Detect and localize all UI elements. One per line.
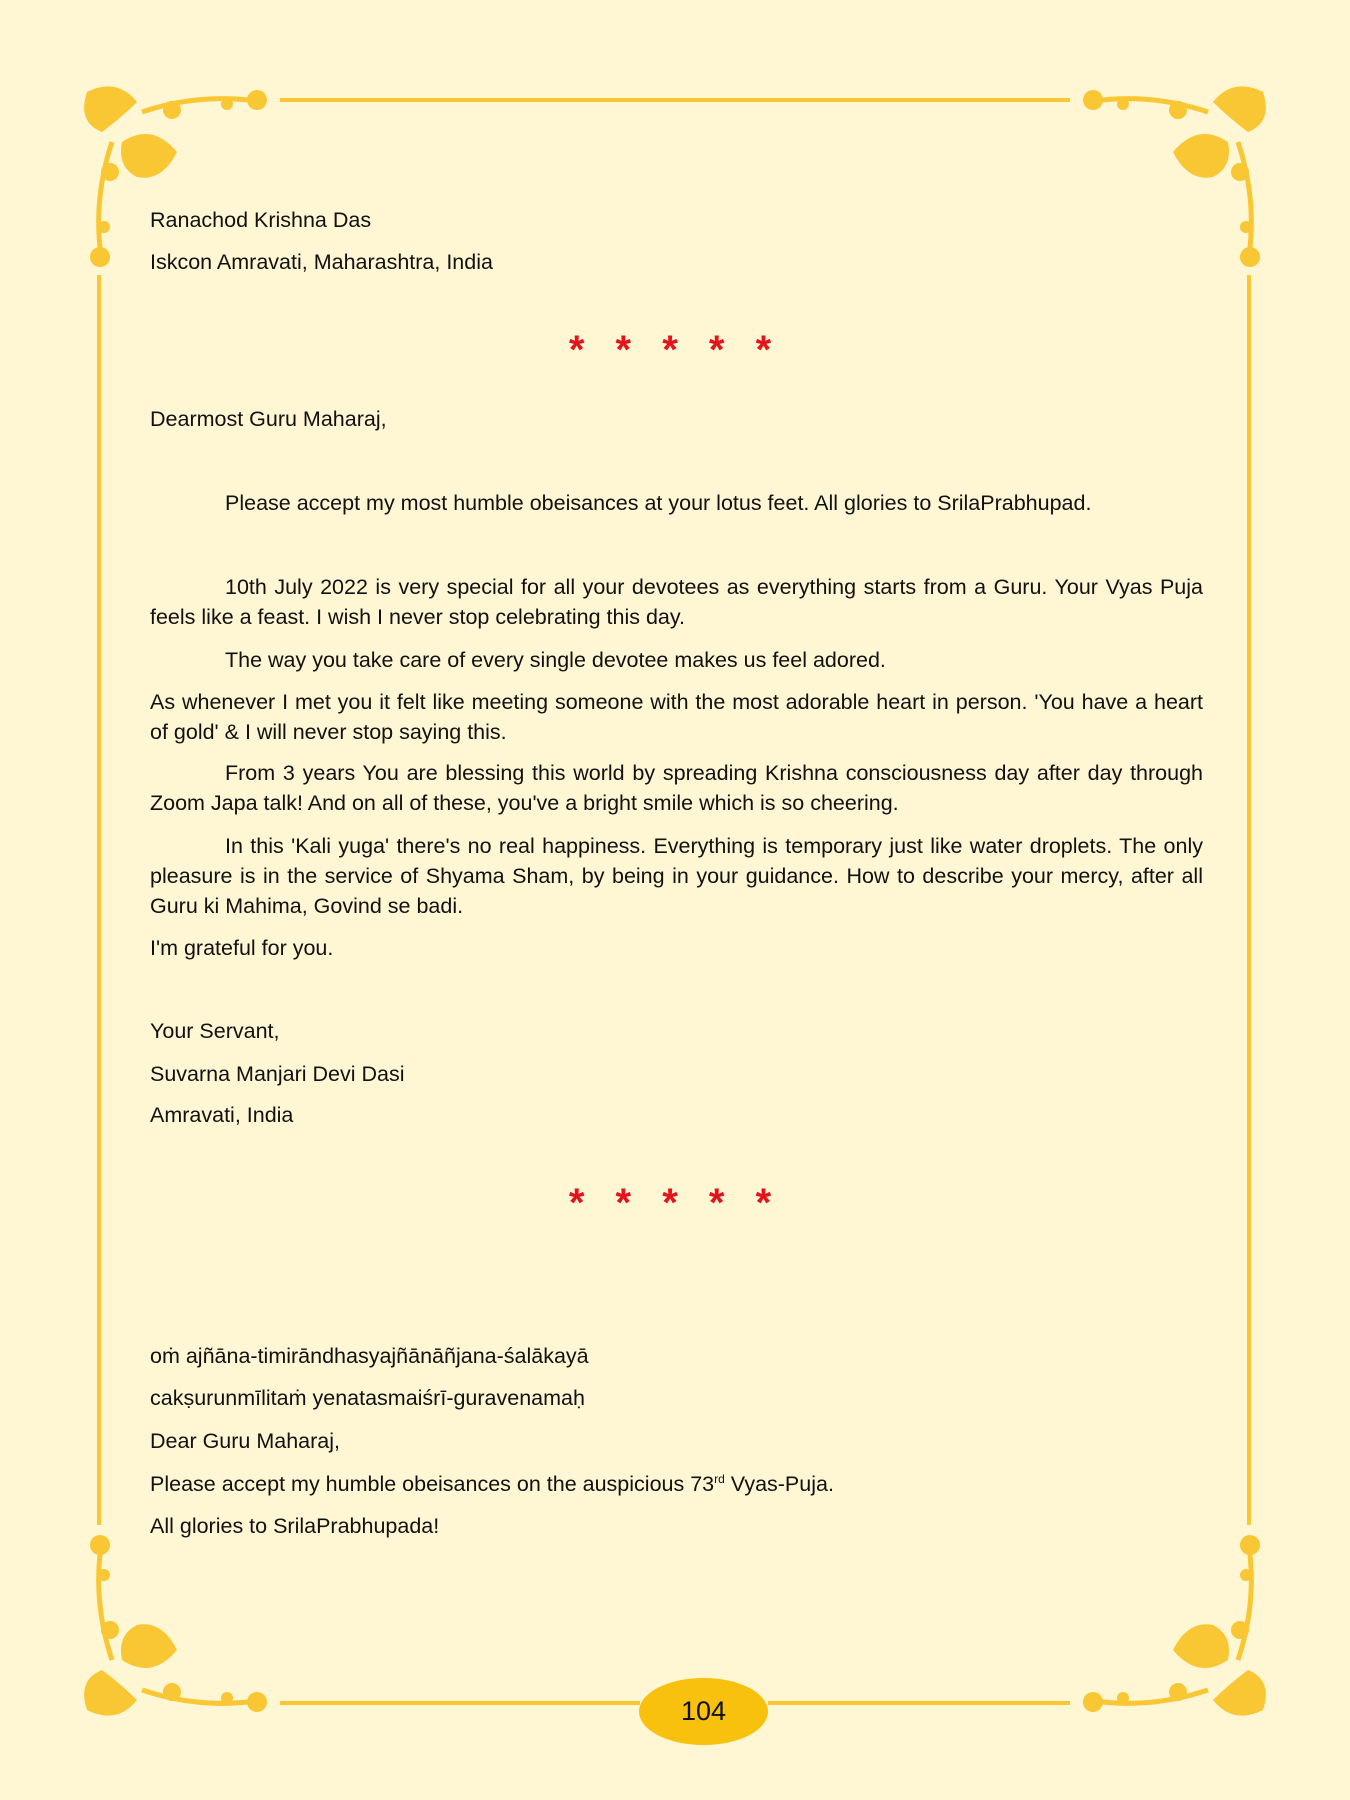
author-location: Iskcon Amravati, Maharashtra, India — [150, 250, 493, 274]
border-right — [1247, 275, 1251, 1525]
paragraph: Please accept my most humble obeisances at your lotus feet. All glories to SrilaPrabhupad. — [225, 491, 1092, 515]
paragraph: In this 'Kali yuga' there's no real happiness. Everything is temporary just like water droplets. The only pleasure is in the service of Shyama Sham, by being in your guidance. How to describe your mercy, after all Guru ki Mahima, Govind se badi. — [150, 834, 1203, 918]
salutation: Dearmost Guru Maharaj, — [150, 407, 387, 431]
closing: Your Servant, — [150, 1019, 280, 1043]
corner-ornament-icon — [1068, 1520, 1268, 1720]
paragraph: 10th July 2022 is very special for all your devotees as everything starts from a Guru. Your Vyas Puja feels like a feast. I wish I never stop celebrating this day. — [150, 575, 1203, 629]
mantra-line: oṁ ajñāna-timirāndhasyajñānāñjana-śalākayā — [150, 1344, 589, 1368]
obeisance-text: Please accept my humble obeisances on the auspicious 73 — [150, 1472, 715, 1496]
border-bottom-right — [768, 1701, 1070, 1705]
salutation: Dear Guru Maharaj, — [150, 1429, 340, 1453]
glories-line: All glories to SrilaPrabhupada! — [150, 1514, 440, 1538]
separator-stars: * * * * * — [568, 328, 782, 372]
paragraph: As whenever I met you it felt like meeting someone with the most adorable heart in person. 'You have a heart of gold' & I will never stop saying this. — [150, 690, 1203, 744]
obeisance-line — [150, 1469, 1203, 1499]
border-top — [280, 98, 1070, 102]
separator-stars: * * * * * — [568, 1181, 782, 1225]
border-left — [97, 275, 101, 1525]
border-bottom-left — [280, 1701, 640, 1705]
place: Amravati, India — [150, 1103, 294, 1127]
obeisance-text-end: Vyas-Puja. — [724, 1472, 834, 1496]
paragraph: From 3 years You are blessing this world by spreading Krishna consciousness day after day through Zoom Japa talk! And on all of these, you've a bright smile which is so cheering. — [150, 761, 1203, 815]
page-number: 104 — [639, 1678, 768, 1745]
paragraph: I'm grateful for you. — [150, 936, 334, 960]
ordinal-suffix: rd — [714, 1471, 725, 1486]
author-name: Ranachod Krishna Das — [150, 208, 372, 232]
paragraph: The way you take care of every single devotee makes us feel adored. — [225, 648, 886, 672]
signature: Suvarna Manjari Devi Dasi — [150, 1062, 405, 1086]
corner-ornament-icon — [82, 1520, 282, 1720]
mantra-line: cakṣurunmīlitaṁ yenatasmaiśrī-guravenamaḥ — [150, 1386, 585, 1410]
